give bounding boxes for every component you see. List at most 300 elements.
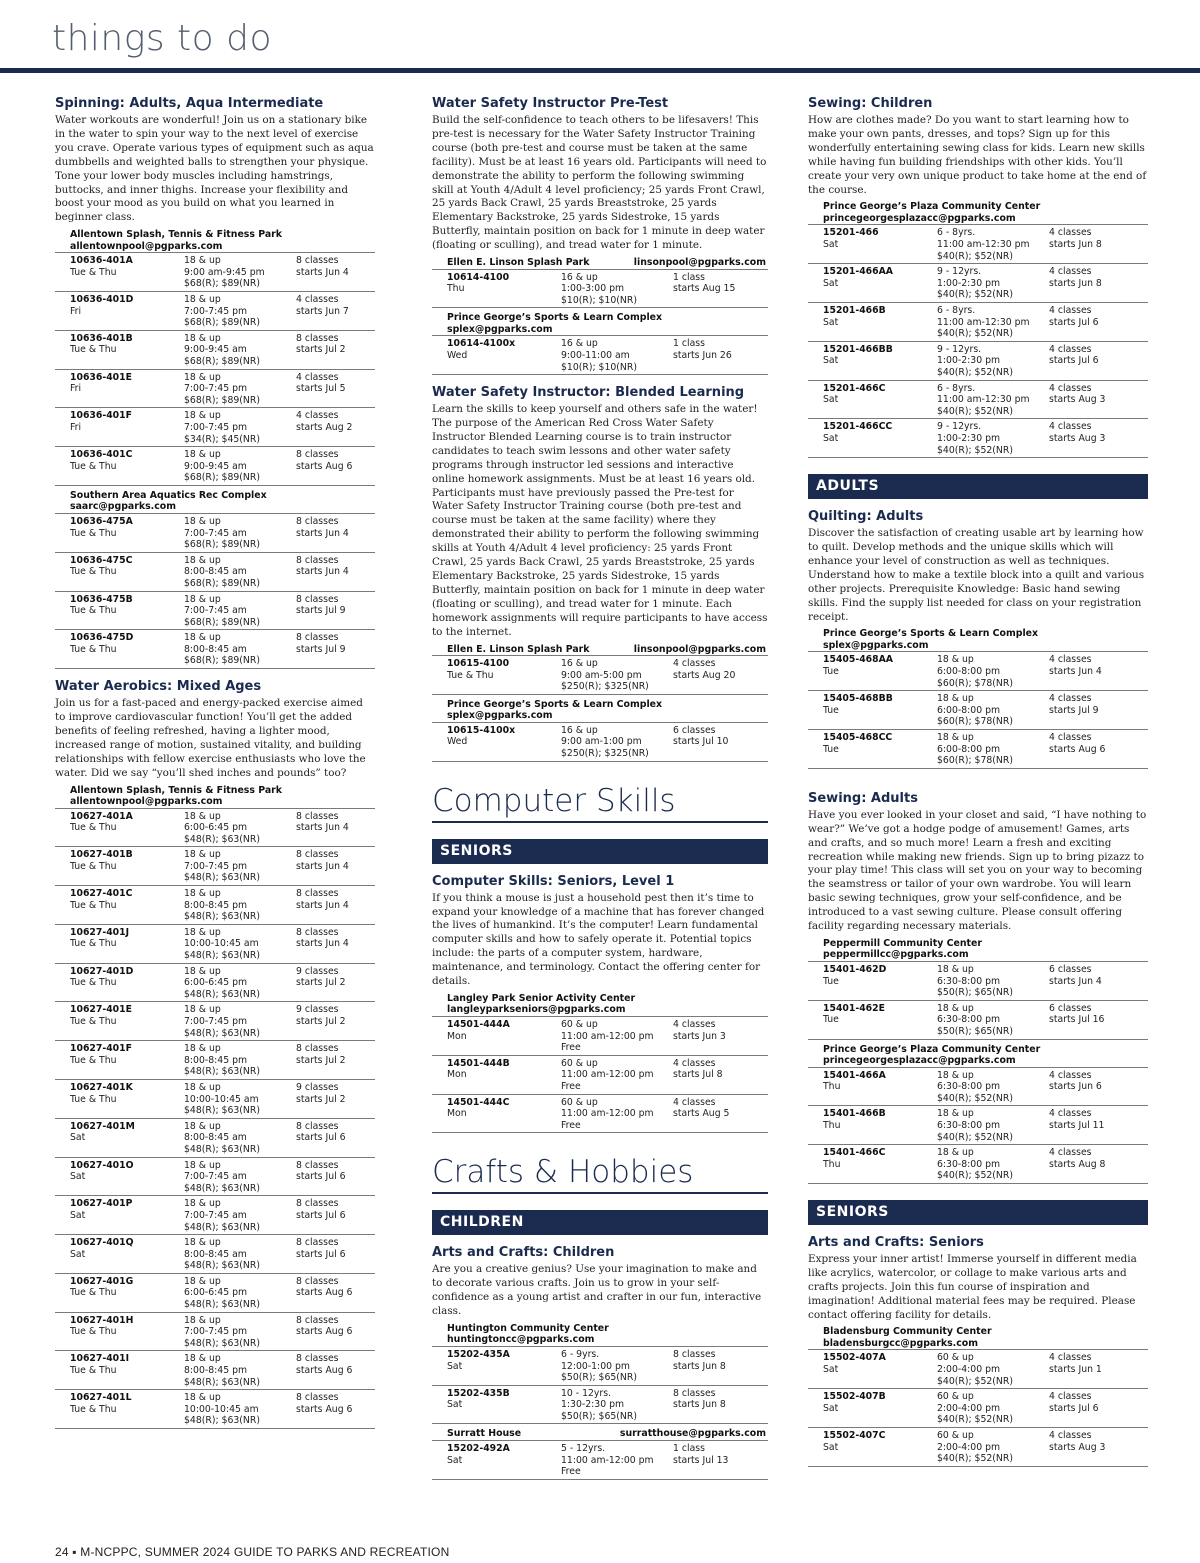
fee: $68(R); $89(NR) [184,655,260,667]
days: Thu [823,1081,841,1093]
class-count: 4 classes [1049,382,1092,394]
time: 9:00 am-9:45 pm [184,266,265,278]
days: Tue [823,704,839,716]
fee: $40(R); $52(NR) [937,328,1013,340]
class-count: 8 classes [296,1353,339,1365]
fee: $40(R); $52(NR) [937,289,1013,301]
location-name: Ellen E. Linson Splash Park [447,643,590,655]
days: Tue [823,743,839,755]
spacer [447,748,561,760]
days: Tue & Thu [447,669,494,681]
fee: $60(R); $78(NR) [937,755,1013,767]
spacer [823,1132,937,1144]
time: 1:00-2:30 pm [937,432,1001,444]
spacer [70,395,184,407]
fee: Free [561,1466,581,1478]
age-range: 18 & up [184,1392,221,1404]
days: Sat [823,1402,839,1414]
days: Wed [447,736,468,748]
time: 1:00-3:00 pm [561,283,625,295]
class-count: 4 classes [1049,343,1092,355]
class-count: 4 classes [1049,1429,1092,1441]
age-range: 18 & up [184,965,221,977]
class-count: 8 classes [296,1198,339,1210]
spacer [447,295,561,307]
course-code: 15401-462E [823,1002,885,1014]
location-name: Southern Area Aquatics Rec Complex [70,489,267,501]
start-date: starts Jul 6 [1049,355,1099,367]
start-date: starts Aug 3 [1049,394,1106,406]
location-name: Prince George’s Plaza Community Center [823,1043,1041,1055]
start-date: starts Aug 6 [296,460,353,472]
location-header [808,1326,1148,1349]
time: 11:00 am-12:30 pm [937,316,1030,328]
section-title: Arts and Crafts: Seniors [808,1234,984,1250]
days: Sat [823,277,839,289]
course-code: 10627-401D [70,965,134,977]
spacer [447,362,561,374]
class-count: 4 classes [673,1096,716,1108]
time: 12:00-1:00 pm [561,1360,630,1372]
time: 6:30-8:00 pm [937,1119,1001,1131]
days: Tue & Thu [70,643,117,655]
age-range: 18 & up [184,926,221,938]
course-code: 15201-466C [823,382,886,394]
class-count: 8 classes [296,1237,339,1249]
fee: $250(R); $325(NR) [561,681,649,693]
class-count: 4 classes [1049,266,1092,278]
table-row [55,330,375,369]
time: 6:30-8:00 pm [937,1081,1001,1093]
class-count: 8 classes [296,1159,339,1171]
spacer [447,1411,561,1423]
table-row [55,846,375,885]
location-header [432,699,768,722]
course-code: 10636-475A [70,515,133,527]
days: Sat [823,1364,839,1375]
table-row [432,1346,768,1385]
age-range: 18 & up [184,1275,221,1287]
start-date: starts Jun 8 [1049,277,1102,289]
start-date: starts Aug 2 [296,421,353,433]
class-count: 4 classes [1049,1391,1092,1403]
spacer [823,367,937,379]
course-code: 10627-401E [70,1004,132,1016]
course-code: 10627-401M [70,1120,135,1132]
time: 7:00-7:45 am [184,1209,247,1221]
spacer [70,950,184,962]
section-description: Water workouts are wonderful! Join us on a stationary bike in the water to spin your way to the next level of exercise you crave. Operate various types of equipment such as aqua dumbbells and weighted balls to strengthen your physique. Tone your lower body muscles including hamstrings, buttocks, and inner thighs. Increase your flexibility and boost your mood as you build on what you learned in beginner class. [55,114,374,224]
fee: $68(R); $89(NR) [184,539,260,551]
table-row [808,380,1148,419]
time: 1:00-2:30 pm [937,277,1001,289]
class-count: 4 classes [296,371,339,383]
location-name: Prince George’s Plaza Community Center [823,201,1041,213]
days: Thu [823,1158,841,1170]
spacer [70,278,184,290]
course-code: 15201-466AA [823,266,893,278]
fee: $48(R); $63(NR) [184,1299,260,1311]
table-row [808,1105,1148,1144]
spacer [447,1466,561,1478]
spacer [70,655,184,667]
location-email: linsonpool@pgparks.com [633,643,766,655]
fee: $40(R); $52(NR) [937,1375,1013,1387]
age-range: 6 - 9yrs. [561,1348,600,1360]
days: Tue [823,1014,839,1026]
time: 11:00 am-12:30 pm [937,394,1030,406]
page-header-title: things to do [52,18,273,59]
fee: $48(R); $63(NR) [184,1415,260,1427]
class-count: 6 classes [1049,1002,1092,1014]
time: 6:00-6:45 pm [184,1287,248,1299]
days: Tue & Thu [70,1093,117,1105]
age-range: 5 - 12yrs. [561,1442,606,1454]
fee: $10(R); $10(NR) [561,361,637,373]
location-email: splex@pgparks.com [823,639,929,651]
class-count: 4 classes [673,1018,716,1030]
fee: $50(R); $65(NR) [561,1410,637,1422]
class-count: 4 classes [296,410,339,422]
time: 11:00 am-12:00 pm [561,1030,654,1042]
fee: $48(R); $63(NR) [184,1105,260,1117]
spacer [70,989,184,1001]
class-count: 8 classes [296,1120,339,1132]
fee: $34(R); $45(NR) [184,433,260,445]
course-code: 10636-401C [70,449,133,461]
fee: $10(R); $10(NR) [561,294,637,306]
age-range: 60 & up [561,1096,598,1108]
section-description: How are clothes made? Do you want to start learning how to make your own pants, dresses, and tops? Sign up for this wonderfully entertaining sewing class for kids. Learn new skills while having fun building friendships with other kids. You’ll create your very own unique product to take home at the end of the course. [808,114,1147,196]
age-range: 18 & up [184,294,221,306]
course-code: 15202-492A [447,1442,510,1454]
class-count: 8 classes [296,593,339,605]
section-title: Arts and Crafts: Children [432,1245,615,1261]
time: 11:00 am-12:00 pm [561,1108,654,1120]
class-count: 8 classes [296,888,339,900]
table-row [55,591,375,630]
spacer [823,406,937,418]
course-code: 10636-401F [70,410,132,422]
location-header [432,257,768,269]
course-code: 10615-4100x [447,724,516,736]
table-row [808,961,1148,1000]
age-range: 18 & up [184,1043,221,1055]
section-description: Join us for a fast-paced and energy-packed exercise aimed to improve cardiovascular function! You’ll get the added benefits of feeling refreshed, having a lighter mood, increased range of motion, sustained vitality, and building relationships with fellow exercise enthusiasts who love the water. Did we say “you’ll shed inches and pounds” too? [55,697,366,779]
days: Tue & Thu [70,899,117,911]
table-row [808,1144,1148,1184]
location-header [808,1044,1148,1067]
table-row [432,1055,768,1094]
course-code: 10627-401F [70,1043,132,1055]
location-email: huntingtoncc@pgparks.com [447,1334,595,1346]
fee: $48(R); $63(NR) [184,950,260,962]
course-code: 14501-444A [447,1018,510,1030]
time: 1:30-2:30 pm [561,1399,625,1411]
start-date: starts Jul 2 [296,1054,346,1066]
course-code: 15401-462D [823,963,887,975]
fee: $48(R); $63(NR) [184,1066,260,1078]
start-date: starts Jul 9 [1049,704,1099,716]
header-rule [0,68,1200,73]
days: Mon [447,1069,467,1081]
spacer [70,1028,184,1040]
spacer [70,1415,184,1427]
start-date: starts Jun 7 [296,305,349,317]
class-count: 4 classes [673,658,716,670]
age-range: 18 & up [184,1353,221,1365]
age-range: 18 & up [937,1002,974,1014]
class-count: 8 classes [296,810,339,822]
time: 6:00-8:00 pm [937,704,1001,716]
age-range: 60 & up [561,1057,598,1069]
start-date: starts Jul 8 [673,1069,723,1081]
class-count: 1 class [673,271,705,283]
table-row [55,629,375,669]
audience-bar: CHILDREN [432,1210,768,1235]
time: 7:00-7:45 pm [184,860,248,872]
age-range: 6 - 8yrs. [937,227,976,239]
course-code: 14501-444C [447,1096,510,1108]
fee: $250(R); $325(NR) [561,748,649,759]
table-row [55,1001,375,1040]
table-row [432,655,768,695]
spacer [70,1338,184,1350]
page-footer: 24 ▪ M-NCPPC, SUMMER 2024 GUIDE TO PARKS AND RECREATION [55,1545,450,1559]
start-date: starts Jun 4 [296,527,349,539]
location-email: linsonpool@pgparks.com [633,257,766,269]
time: 7:00-7:45 am [184,605,247,617]
days: Tue & Thu [70,1326,117,1338]
class-count: 8 classes [296,332,339,344]
fee: $40(R); $52(NR) [937,1131,1013,1143]
fee: Free [561,1080,581,1092]
course-code: 10636-401E [70,371,132,383]
course-code: 10627-401P [70,1198,133,1210]
section-description: Build the self-confidence to teach others to be lifesavers! This pre-test is necessary for the Water Safety Instructor Training course (both pre-test and course must be taken at the same facility). Must be at least 16 years old. Participants will need to demonstrate the ability to perform the following swimming skill at Youth 4/Adult 4 level proficiency; 25 yards Front Crawl, 25 yards Back Crawl, 25 yards Breaststroke, 25 yards Elementary Backstroke, 25 yards Sidestroke, 15 yards Butterfly, maintain position on back for 1 minute in deep water (floating or sculling), and tread water for 1 minute. [432,114,767,252]
days: Fri [70,305,82,317]
time: 8:00-8:45 pm [184,1365,248,1377]
age-range: 18 & up [184,554,221,566]
section-description: Learn the skills to keep yourself and others safe in the water! The purpose of the American Red Cross Water Safety Instructor Blended Learning course is to train instructor candidates to teach swim lessons and other water safety programs through instructor led sessions and interactive online homework assignments. Must be at least 16 years old. Participants must have previously passed the Pre-test for Water Safety Instructor Training course (both pre-test and course must be taken at the same facility) where they demonstrated their ability to perform the following swimming skills at Youth 4/Adult 4 level proficiency: 25 yards Front Crawl, 25 yards Back Crawl, 25 yards Breaststroke, 25 yards Elementary Backstroke, 25 yards Sidestroke, 15 yards Butterfly, maintain position on back for 1 minute in deep water (floating or sculling), and tread water for 1 minute. Each homework assignments will require participants to have access to the internet. [432,403,768,638]
table-row [808,1349,1148,1388]
class-count: 8 classes [296,1043,339,1055]
course-code: 15201-466CC [823,421,893,433]
table-row [55,252,375,291]
course-code: 15201-466BB [823,343,893,355]
days: Tue & Thu [70,266,117,278]
days: Sat [70,1132,86,1144]
age-range: 18 & up [937,1108,974,1120]
class-count: 8 classes [673,1387,716,1399]
days: Sat [70,1248,86,1260]
start-date: starts Jul 10 [673,736,729,748]
location-email: splex@pgparks.com [447,710,553,722]
class-count: 4 classes [1049,693,1092,705]
days: Tue & Thu [70,1403,117,1415]
time: 9:00-11:00 am [561,349,630,361]
spacer [823,1093,937,1105]
class-count: 9 classes [296,1081,339,1093]
spacer [447,1120,561,1132]
fee: $50(R); $65(NR) [937,1025,1013,1037]
fee: $68(R); $89(NR) [184,616,260,628]
location-email: princegeorgesplazacc@pgparks.com [823,1055,1016,1067]
spacer [70,1183,184,1195]
table-row [55,1040,375,1079]
table-row [55,924,375,963]
fee: Free [561,1042,581,1054]
course-code: 10627-401C [70,888,133,900]
start-date: starts Jul 6 [1049,1402,1099,1414]
time: 2:00-4:00 pm [937,1402,1001,1414]
days: Sat [447,1454,463,1466]
age-range: 10 - 12yrs. [561,1387,612,1399]
age-range: 60 & up [937,1391,974,1403]
time: 8:00-8:45 am [184,1132,247,1144]
start-date: starts Jul 6 [296,1209,346,1221]
table-row [55,1195,375,1234]
age-range: 18 & up [184,888,221,900]
start-date: starts Jul 6 [1049,316,1099,328]
time: 11:00 am-12:00 pm [561,1069,654,1081]
class-count: 1 class [673,1442,705,1454]
course-code: 15405-468AA [823,654,893,666]
section-description: Discover the satisfaction of creating usable art by learning how to quilt. Develop methods and the unique skills which will enhance your level of construction as well as techniques. Understand how to make a textile block into a quilt and various other projects. Prerequisite Knowledge: Basic hand sewing skills. Find the supply list needed for class on your registration receipt. [808,527,1145,623]
class-count: 4 classes [1049,1108,1092,1120]
spacer [70,539,184,551]
course-code: 10627-401Q [70,1237,134,1249]
table-row [808,302,1148,341]
class-count: 4 classes [1049,227,1092,239]
spacer [70,1260,184,1272]
days: Sat [823,394,839,406]
time: 8:00-8:45 am [184,1248,247,1260]
age-range: 18 & up [184,1159,221,1171]
start-date: starts Jun 26 [673,349,732,361]
location-email: surratthouse@pgparks.com [619,1428,766,1440]
spacer [70,317,184,329]
table-row [808,1388,1148,1427]
days: Tue & Thu [70,860,117,872]
table-row [55,1079,375,1118]
class-count: 8 classes [296,1392,339,1404]
location-name: Surratt House [447,1428,522,1440]
start-date: starts Jul 13 [673,1454,729,1466]
class-count: 9 classes [296,965,339,977]
class-count: 6 classes [1049,963,1092,975]
course-code: 10627-401G [70,1275,134,1287]
audience-bar: SENIORS [432,839,768,864]
age-range: 9 - 12yrs. [937,266,982,278]
days: Tue & Thu [70,822,117,834]
class-count: 4 classes [1049,1147,1092,1159]
age-range: 18 & up [184,449,221,461]
age-range: 18 & up [937,963,974,975]
spacer [823,678,937,690]
course-code: 15202-435B [447,1387,510,1399]
start-date: starts Jul 2 [296,977,346,989]
time: 10:00-10:45 am [184,1093,259,1105]
fee: $40(R); $52(NR) [937,444,1013,456]
fee: $40(R); $52(NR) [937,1414,1013,1426]
days: Tue [823,975,839,987]
table-row [432,1440,768,1480]
spacer [70,872,184,884]
course-code: 10627-401B [70,849,133,861]
course-code: 10627-401L [70,1392,132,1404]
start-date: starts Jul 6 [296,1171,346,1183]
start-date: starts Jun 6 [1049,1081,1102,1093]
days: Tue & Thu [70,344,117,356]
table-row [432,335,768,375]
days: Tue & Thu [70,977,117,989]
table-row [55,1273,375,1312]
fee: $48(R); $63(NR) [184,1260,260,1272]
table-row [55,1157,375,1196]
spacer [823,328,937,340]
class-count: 4 classes [1049,421,1092,433]
age-range: 6 - 8yrs. [937,382,976,394]
class-count: 8 classes [296,1275,339,1287]
days: Tue & Thu [70,460,117,472]
age-range: 18 & up [184,1081,221,1093]
fee: $60(R); $78(NR) [937,716,1013,728]
start-date: starts Aug 6 [1049,743,1106,755]
location-name: Allentown Splash, Tennis & Fitness Park [70,229,283,241]
fee: $48(R); $63(NR) [184,1027,260,1039]
start-date: starts Jun 8 [673,1399,726,1411]
class-count: 8 classes [296,1314,339,1326]
time: 7:00-7:45 pm [184,383,248,395]
age-range: 18 & up [184,810,221,822]
time: 9:00 am-5:00 pm [561,669,642,681]
age-range: 18 & up [184,1120,221,1132]
column-2 [432,96,768,1480]
location-name: Langley Park Senior Activity Center [447,992,636,1004]
days: Sat [823,1441,839,1453]
age-range: 18 & up [184,1198,221,1210]
table-row [432,1016,768,1055]
age-range: 16 & up [561,658,598,670]
fee: $50(R); $65(NR) [561,1372,637,1384]
days: Mon [447,1108,467,1120]
start-date: starts Aug 3 [1049,432,1106,444]
table-row [808,263,1148,302]
time: 7:00-7:45 am [184,1171,247,1183]
time: 6:30-8:00 pm [937,1014,1001,1026]
days: Fri [70,383,82,395]
start-date: starts Jul 5 [296,383,346,395]
days: Tue & Thu [70,938,117,950]
course-code: 15401-466A [823,1069,886,1081]
location-header [808,628,1148,651]
course-code: 10627-401J [70,926,130,938]
section-title: Quilting: Adults [808,509,924,525]
time: 2:00-4:00 pm [937,1441,1001,1453]
days: Sat [447,1360,463,1372]
age-range: 18 & up [937,732,974,744]
time: 8:00-8:45 am [184,643,247,655]
start-date: starts Aug 20 [673,669,736,681]
section-title: Spinning: Adults, Aqua Intermediate [55,96,324,111]
time: 7:00-7:45 pm [184,421,248,433]
age-range: 18 & up [184,332,221,344]
location-name: Huntington Community Center [447,1322,609,1334]
location-name: Allentown Splash, Tennis & Fitness Park [70,784,283,796]
table-row [808,690,1148,729]
location-email: saarc@pgparks.com [70,501,177,513]
